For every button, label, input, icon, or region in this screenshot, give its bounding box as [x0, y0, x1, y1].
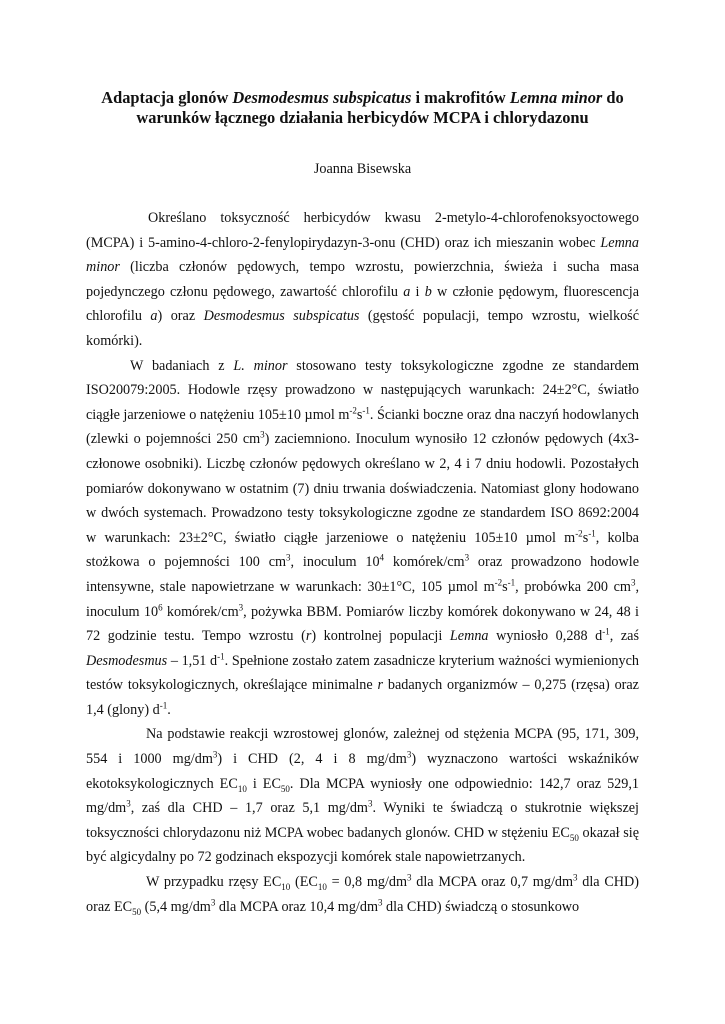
- paper-page: [86, 88, 639, 919]
- paper-title: Adaptacja glonów Desmodesmus subspicatus i makrofitów Lemna minor do warunków łącznego działania herbicydów MCPA i chlorydazonu: [101, 88, 624, 127]
- author-name: Joanna Bisewska: [313, 161, 412, 177]
- paragraph-2: W badaniach z L. minor stosowano testy toksykologiczne zgodne ze standardem ISO20079:2005. Hodowle rzęsy prowadzono w następujących warunkach: 24±2°C, światło ciągłe jarzeniowe o natężeniu 105±10 µmol $m^{-2}s^{-1}$. Ścianki boczne oraz dna naczyń hodowlanych (zlewki o pojemności 250 $cm^3$) zaciemniono. Inoculum wynosiło 12 członów pędowych (4x3-członowe osobniki). Liczbę członów pędowych określano w 2, 4 i 7 dniu hodowli. Pozostałych pomiarów dokonywano w ostatnim (7) dniu trwania doświadczenia. Natomiast glony hodowano w dwóch systemach. Prowadzono testy toksykologiczne zgodne ze standardem ISO 8692:2004 w warunkach: 23±2°C, światło ciągłe jarzeniowe o natężeniu 105±10 µmol $m^{-2}s^{-1}$, kolba stożkowa o pojemności 100 $cm^3$, inoculum $10^4$ komórek/$cm^3$ oraz prowadzono hodowle intensywne, stale napowietrzane w warunkach: 30±1°C, 105 µmol $m^{-2}s^{-1}$, probówka 200 $cm^3$, inoculum $10^6$ komórek/$cm^3$, pożywka BBM. Pomiarów liczby komórek dokonywano w 24, 48 i 72 godzinie testu. Tempo wzrostu (r) kontrolnej populacji Lemna wyniosło 0,288 $d^{-1}$, zaś Desmodesmus – 1,51 $d^{-1}$. Spełnione zostało zatem zasadnicze kryterium ważności wymienionych testów toksykologicznych, określające minimalne r badanych organizmów – 0,275 (rzęsa) oraz 1,4 (glony) $d^{-1}$.: [86, 357, 640, 718]
- paragraph-3: Na podstawie reakcji wzrostowej glonów, zależnej od stężenia MCPA (95, 171, 309, 554 i 1000 $mg/dm^3$) i CHD (2, 4 i 8 $mg/dm^3$) wyznaczono wartości wskaźników ekotoksykologicznych $EC_{10}$ i $EC_{50}$. Dla MCPA wyniosły one odpowiednio: 142,7 oraz 529,1 $mg/dm^3$, zaś dla CHD – 1,7 oraz 5,1 $mg/dm^3$. Wyniki te świadczą o stukrotnie większej toksyczności chlorydazonu niż MCPA wobec badanych glonów. CHD w stężeniu $EC_{50}$ okazał się być algicydalny po 72 godzinach ekspozycji komórek stale napowietrzanych.: [86, 726, 639, 866]
- paragraph-4: W przypadku rzęsy $EC_{10}$ ($EC_{10} = 0,8$ $mg/dm^3$ dla MCPA oraz 0,7 $mg/dm^3$ dla CHD) oraz $EC_{50}$ (5,4 $mg/dm^3$ dla MCPA oraz 10,4 $mg/dm^3$ dla CHD) świadczą o stosunkowo: [86, 872, 639, 917]
- paragraph-1: Określano toksyczność herbicydów kwasu 2-metylo-4-chlorofenoksyoctowego (MCPA) i 5-amino-4-chloro-2-fenylopirydazyn-3-onu (CHD) oraz ich mieszanin wobec Lemna minor (liczba członów pędowych, tempo wzrostu, powierzchnia, świeża i sucha masa pojedynczego członu pędowego, zawartość chlorofilu a i b w członie pędowym, fluorescencja chlorofilu a) oraz Desmodesmus subspicatus (gęstość populacji, tempo wzrostu, wielkość komórki).: [86, 210, 639, 349]
